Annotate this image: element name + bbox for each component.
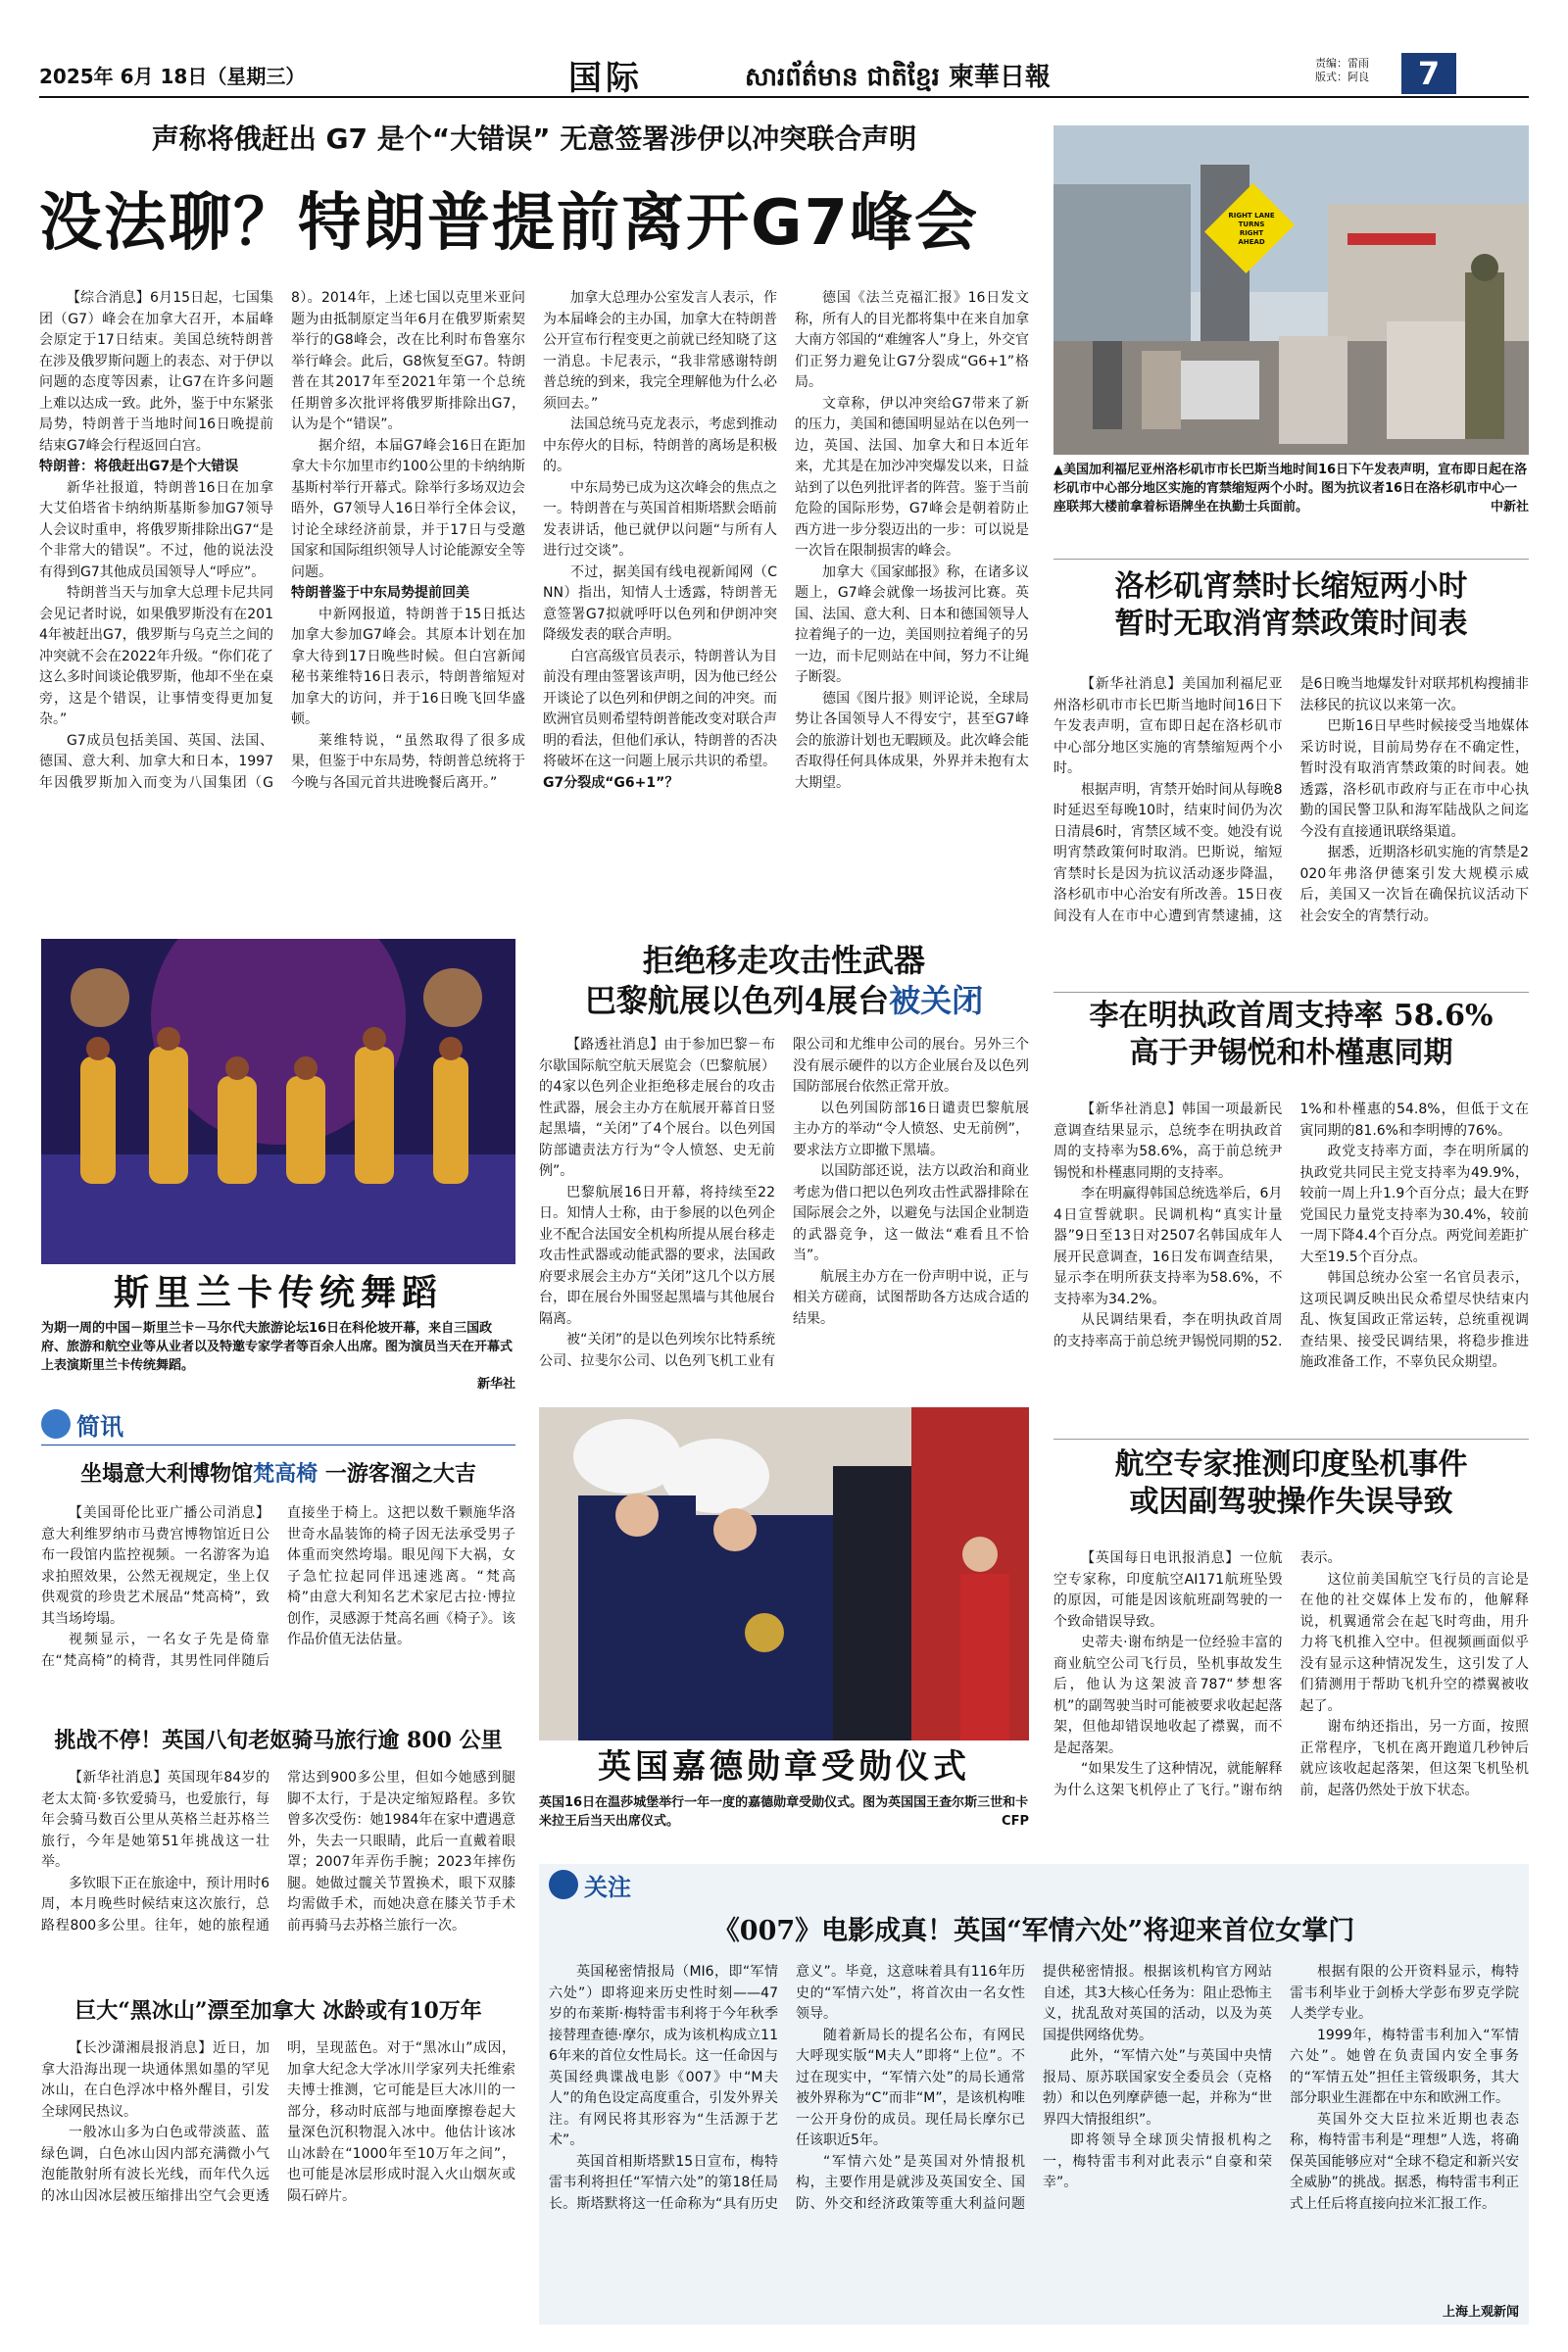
garter-caption: 英国16日在温莎城堡举行一年一度的嘉德勋章受勋仪式。图为英国国王查尔斯三世和卡米拉王后当天出席仪式。 CFP [539, 1795, 1029, 1829]
paragraph: 中新网报道，特朗普于15日抵达加拿大参加G7峰会。其原本计划在加拿大待到17日晚些时候。但白宫新闻秘书莱维特16日表示，特朗普缩短对加拿大的访问，并于16日晚飞回华盛顿。 [291, 606, 525, 727]
la-photo-caption: ▲美国加利福尼亚州洛杉矶市市长巴斯当地时间16日下午发表声明，宣布即日起在洛杉矶市中心部分地区实施的宵禁缩短两个小时。图为抗议者16日在洛杉矶市中心一座联邦大楼前拿着标语牌坐在执勤士兵面前。 中新社 [1054, 463, 1529, 514]
garter-photo [539, 1407, 1029, 1740]
focus-title: 《007》电影成真！英国“军情六处”将迎来首位女掌门 [712, 1916, 1355, 1946]
paragraph: 【长沙潇湘晨报消息】近日，加拿大沿海出现一块通体黑如墨的罕见冰山，在白色浮冰中格外醒目，引发全球网民热议。 [41, 2040, 270, 2120]
india-title: 航空专家推测印度坠机事件 或因副驾驶操作失误导致 [1114, 1447, 1468, 1520]
la-protest-photo-svg [1054, 125, 1529, 455]
paragraph: 巴斯16日早些时候接受当地媒体采访时说，目前局势存在不确定性，暂时没有取消宵禁政策的时间表。她透露，洛杉矶市政府与正在市中心执勤的国民警卫队和海军陆战队之间迄今没有直接通讯联络渠道。 [1299, 718, 1529, 840]
masthead: សារព័ត៌មាន ជាតិខ្មែរ 柬華日報 [745, 63, 1051, 92]
brief-item2-title: 挑战不停！英国八旬老妪骑马旅行逾 800 公里 [54, 1728, 503, 1753]
paragraph: 1999年，梅特雷韦利加入“军情六处”。她曾在负责国内安全事务的“军情五处”担任主管级职务，其大部分职业生涯都在中东和欧洲工作。 [1290, 2027, 1519, 2106]
paragraph: 这位前美国航空飞行员的言论是在他的社交媒体上发布的，他解释说，机翼通常会在起飞时弯曲，用升力将飞机推入空中。但视频画面似乎没有显示这种情况发生，这引发了人们猜测用于帮助飞机升空的襟翼被收起了。 [1299, 1571, 1529, 1714]
garter-photo-credit: CFP [1002, 1814, 1029, 1829]
paragraph: 此外，“军情六处”与英国中央情报局、原苏联国家安全委员会（克格勃）和以色列摩萨德一起，并称为“世界四大情报组织”。 [1043, 2048, 1272, 2128]
paragraph: 根据声明，宵禁开始时间从每晚8时延迟至每晚10时，结束时间仍为次日清晨6时，宵禁区域不变。她没有说明宵禁政策何时取消。巴斯说，缩短宵禁时长是因为抗议活动逐步降温，洛杉矶市中心治安有所改善。15日夜间没有人在市中心遭到宵禁逮捕，这是6日晚当地爆发针对联邦机构搜捕非法移民的抗议以来第一次。 [1054, 676, 1529, 924]
paris-article-body [539, 1035, 1029, 1382]
g7-article-body [39, 288, 1029, 915]
paragraph: 从民调结果看，李在明执政首周的支持率高于前总统尹锡悦同期的52.1%和朴槿惠的54.8%，但低于文在寅同期的81.6%和李明博的76%。 [1054, 1102, 1529, 1349]
la-protest-photo [1054, 125, 1529, 455]
editor-credits: 责编：雷雨 版式：阿良 [1315, 57, 1369, 83]
focus-credit: 上海上观新闻 [1442, 2305, 1519, 2320]
paragraph: 政党支持率方面，李在明所属的执政党共同民主党支持率为49.9%，较前一周上升1.9个百分点；最大在野党国民力量党支持率为30.4%，较前一周下降4.4个百分点。两党间差距扩大至19.5个百分点。 [1299, 1144, 1529, 1265]
brief-item1-body [41, 1503, 515, 1721]
paragraph: 新华社报道，特朗普16日在加拿大艾伯塔省卡纳纳斯基斯参加G7领导人会议时重申，将俄罗斯排除出G7“是个非常大的错误”。不过，他的说法没有得到G7其他成员国领导人“呼应”。 [39, 479, 273, 580]
paragraph: 法国总统马克龙表示，考虑到推动中东停火的目标，特朗普的离场是积极的。 [543, 416, 777, 474]
paragraph: 视频显示，一名女子先是倚靠在“梵高椅”的椅背，其男性同伴随后直接坐于椅上。这把以数千颗施华洛世奇水晶装饰的椅子因无法承受男子体重而突然垮塌。眼见闯下大祸，女子急忙拉起同伴迅速逃离。“梵高椅”由意大利知名艺术家尼古拉·博拉创作，灵感源于梵高名画《椅子》。该作品价值无法估量。 [41, 1505, 515, 1669]
paragraph: 【新华社消息】英国现年84岁的老太太简·多钦爱骑马，也爱旅行，每年会骑马数百公里从英格兰赶苏格兰旅行，今年是她第51年挑战这一壮举。 [41, 1770, 270, 1870]
focus-article-body [549, 1962, 1519, 2299]
section-heading: 特朗普：将俄赶出G7是个大错误 [39, 459, 239, 474]
paragraph: 白宫高级官员表示，特朗普认为目前没有理由签署该声明，因为他已经公开谈论了以色列和伊朗之间的冲突。而欧洲官员则希望特朗普能改变对联合声明的看法，但他们承认，特朗普的否决将破坏在这一问题上展示共识的希望。 [543, 648, 777, 769]
paragraph: 据介绍，本届G7峰会16日在距加拿大卡尔加里市约100公里的卡纳纳斯基斯村举行开幕式。除举行多场双边会晤外，G7领导人16日举行全体会议，讨论全球经济前景，并于17日与受邀国家和国际组织领导人讨论能源安全等问题。 [291, 437, 525, 580]
paragraph: 莱维特说，“虽然取得了很多成果，但鉴于中东局势，特朗普总统将于今晚与各国元首共进晚餐后离开。” [291, 732, 525, 791]
brief-item1-title: 坐塌意大利博物馆梵高椅 一游客溜之大吉 [80, 1461, 476, 1487]
section-heading: 特朗普鉴于中东局势提前回美 [291, 585, 469, 601]
dance-photo [41, 939, 515, 1264]
g7-title: 没法聊？特朗普提前离开G7峰会 [39, 187, 980, 255]
paragraph: “军情六处”是英国对外情报机构，主要作用是就涉及英国安全、国防、外交和经济政策等重大利益问题提供秘密情报。根据该机构官方网站自述，其3大核心任务为：阻止恐怖主义，扰乱敌对英国的活动，以及为英国提供网络优势。 [796, 1964, 1272, 2212]
paragraph: 【路透社消息】由于参加巴黎－布尔歇国际航空航天展览会（巴黎航展）的4家以色列企业拒绝移走展台的攻击性武器，展会主办方在航展开幕首日竖起黑墙，“关闭”了4个展台。以色列国防部谴责法方行为“令人愤怒、史无前例”。 [539, 1037, 775, 1179]
page-number: 7 [1401, 53, 1456, 94]
g7-subtitle: 声称将俄赶出 G7 是个“大错误” 无意签署涉伊以冲突联合声明 [151, 122, 917, 155]
paragraph: 根据有限的公开资料显示，梅特雷韦利毕业于剑桥大学彭布罗克学院人类学专业。 [1290, 1964, 1519, 2022]
paragraph: 【新华社消息】美国加利福尼亚州洛杉矶市市长巴斯当地时间16日下午发表声明，宣布即日起在洛杉矶市中心部分地区实施的宵禁缩短两个小时。 [1054, 676, 1283, 776]
paragraph: 中东局势已成为这次峰会的焦点之一。特朗普在与英国首相斯塔默会晤前发表讲话，他已就伊以问题“与所有人进行过交谈”。 [543, 479, 777, 559]
paris-title: 拒绝移走攻击性武器 巴黎航展以色列4展台被关闭 [584, 942, 984, 1019]
la-title: 洛杉矶宵禁时长缩短两小时 暂时无取消宵禁政策时间表 [1114, 569, 1468, 642]
dance-photo-credit: 新华社 [476, 1377, 515, 1392]
dance-title: 斯里兰卡传统舞蹈 [113, 1272, 443, 1313]
paragraph: 谢布纳还指出，另一方面，按照正常程序，飞机在离开跑道几秒钟后就应该收起起落架，但这架飞机坠机前，起落仍然处于放下状态。 [1299, 1719, 1529, 1798]
paragraph: 文章称，伊以冲突给G7带来了新的压力，美国和德国明显站在以色列一边，英国、法国、加拿大和日本近年来，尤其是在加沙冲突爆发以来，日益站到了以色列批评者的阵营。鉴于当前危险的国际形势，G7峰会是朝着防止西方进一步分裂迈出的一步：可以说是一次旨在限制损害的峰会。 [795, 395, 1029, 559]
eye-icon [549, 1870, 578, 1899]
paragraph: “如果发生了这种情况，就能解释为什么这架飞机停止了飞行。”谢布纳表示。 [1054, 1550, 1342, 1798]
paragraph: 以色列国防部16日谴责巴黎航展主办方的举动“令人愤怒、史无前例”，要求法方立即撤下黑墙。 [793, 1100, 1029, 1158]
dance-caption: 为期一周的中国－斯里兰卡－马尔代夫旅游论坛16日在科伦坡开幕，来自三国政府、旅游和航空业等从业者以及特邀专家学者等百余人出席。图为演员当天在开幕式上表演斯里兰卡传统舞蹈。 新华社 [41, 1321, 515, 1392]
india-article-body [1054, 1548, 1529, 1838]
la-article-body [1054, 674, 1529, 986]
paragraph: 【综合消息】6月15日起，七国集团（G7）峰会在加拿大召开，本届峰会原定于17日结束。美国总统特朗普在涉及俄罗斯问题上的表态、对于伊以问题的态度等因素，让G7在许多问题上难以达成一致。此外，鉴于中东紧张局势，特朗普于当地时间16日晚提前结束G7峰会行程返回白宫。 [39, 290, 273, 454]
paragraph: 英国秘密情报局（MI6，即“军情六处”）即将迎来历史性时刻——47岁的布莱斯·梅特雷韦利将于今年秋季接替理查德·摩尔，成为该机构成立116年来的首位女性局长。这一任命因与英国经典谍战电影《007》中“M夫人”的角色设定高度重合，引发外界关注。有网民将其形容为“生活源于艺术”。 [549, 1964, 778, 2148]
paragraph: 德国《图片报》则评论说，全球局势让各国领导人不得安宁，甚至G7峰会的旅游计划也无暇顾及。此次峰会能否取得任何具体成果，外界并未抱有太大期望。 [795, 690, 1029, 791]
la-photo-credit: 中新社 [1490, 500, 1529, 514]
brief-label: 简讯 [41, 1407, 515, 1441]
paragraph: 航展主办方在一份声明中说，正与相关方磋商，试图帮助各方达成合适的结果。 [793, 1268, 1029, 1327]
brief-item3-body [41, 2038, 515, 2317]
paragraph: 巴黎航展16日开幕，将持续至22日。知情人士称，由于参展的以色列企业不配合法国安全机构所提从展台移走攻击性武器或动能武器的要求，法国政府要求展会主办方“关闭”这几个以方展台，即在展台外围竖起黑墙与其他展台隔离。 [539, 1184, 775, 1327]
brief-item3-title: 巨大“黑冰山”漂至加拿大 冰龄或有10万年 [74, 1998, 482, 2024]
focus-label: 关注 [549, 1868, 843, 1901]
section-title: 国际 [568, 59, 643, 98]
paragraph: 加拿大《国家邮报》称，在诸多议题上，G7峰会就像一场拔河比赛。英国、法国、意大利、日本和德国领导人拉着绳子的一边，美国则拉着绳子的另一边，而卡尼则站在中间，努力不让绳子断裂。 [795, 564, 1029, 685]
paragraph: 【新华社消息】韩国一项最新民意调查结果显示，总统李在明执政首周的支持率为58.6%，高于前总统尹锡悦和朴槿惠同期的支持率。 [1054, 1102, 1283, 1181]
garter-title: 英国嘉德勋章受勋仪式 [598, 1747, 970, 1787]
paragraph: 被“关闭”的是以色列埃尔比特系统公司、拉斐尔公司、以色列飞机工业有限公司和尤维申公司的展台。另外三个没有展示硬件的以方企业展台及以色列国防部展台依然正常开放。 [539, 1037, 1029, 1369]
paragraph: 韩国总统办公室一名官员表示，这项民调反映出民众希望尽快结束内乱、恢复国政正常运转，总统重视调查结果、接受民调结果，将稳步推进施政准备工作，不辜负民众期望。 [1299, 1270, 1529, 1370]
korea-title: 李在明执政首周支持率 58.6% 高于尹锡悦和朴槿惠同期 [1089, 999, 1494, 1071]
issue-date: 2025年 6月 18日（星期三） [39, 65, 306, 88]
paragraph: 【美国哥伦比亚广播公司消息】意大利维罗纳市马费宫博物馆近日公布一段馆内监控视频。一名游客为追求拍照效果，公然无视规定，坐上仅供观赏的珍贵艺术展品“梵高椅”，致其当场垮塌。 [41, 1505, 270, 1627]
paragraph: 一般冰山多为白色或带淡蓝、蓝绿色调，白色冰山因内部充满微小气泡能散射所有波长光线，而年代久远的冰山因冰层被压缩排出空气会更透明，呈现蓝色。对于“黑冰山”成因，加拿大纪念大学冰川学家列夫托维索夫博士推测，它可能是巨大冰川的一部分，移动时底部与地面摩擦卷起大量深色沉积物混入冰中。他估计该冰山冰龄在“1000年至10万年之间”，也可能是冰层形成时混入火山烟灰或陨石碎片。 [41, 2040, 515, 2204]
paragraph: 德国《法兰克福汇报》16日发文称，所有人的目光都将集中在来自加拿大南方邻国的“难缠客人”身上，外交官们正努力避免让G7分裂成“G6+1”格局。 [795, 290, 1029, 390]
paragraph: 英国外交大臣拉米近期也表态称，梅特雷韦利是“理想”人选，将确保英国能够应对“全球不稳定和新兴安全威胁”的挑战。据悉，梅特雷韦利正式上任后将直接向拉米汇报工作。 [1290, 2111, 1519, 2212]
paragraph: 不过，据美国有线电视新闻网（CNN）指出，知情人士透露，特朗普无意签署G7拟就呼吁以色列和伊朗冲突降级发表的联合声明。 [543, 564, 777, 643]
paragraph: 即将领导全球顶尖情报机构之一，梅特雷韦利对此表示“自豪和荣幸”。 [1043, 2132, 1272, 2190]
brief-item2-body [41, 1768, 515, 1991]
paragraph: 加拿大总理办公室发言人表示，作为本届峰会的主办国，加拿大在特朗普公开宣布行程变更之前就已经知晓了这一消息。卡尼表示，“我非常感谢特朗普总统的到来，我完全理解他为什么必须回去。” [543, 290, 777, 412]
paragraph: 据悉，近期洛杉矶实施的宵禁是2020年弗洛伊德案引发大规模示威后，美国又一次旨在确保抗议活动下社会安全的宵禁行动。 [1299, 845, 1529, 924]
paragraph: 多钦眼下正在旅途中，预计用时6周，本月晚些时候结束这次旅行，总路程800多公里。往年，她的旅程通常达到900多公里，但如今她感到腿脚不太行，于是决定缩短路程。多钦曾多次受伤：她1984年在家中遭遇意外，失去一只眼睛，此后一直戴着眼罩；2007年弄伤手腕；2023年摔伤腿。她做过髋关节置换术，眼下双膝均需做手术，而她决意在膝关节手术前再骑马去苏格兰旅行一次。 [41, 1770, 515, 1934]
paragraph: 李在明赢得韩国总统选举后，6月4日宣誓就职。民调机构“真实计量器”9日至13日对2507名韩国成年人展开民意调查，16日发布调查结果，显示李在明所获支持率为58.6%，不支持率为34.2%。 [1054, 1186, 1283, 1307]
paragraph: G7成员包括美国、英国、法国、德国、意大利、加拿大和日本，1997年因俄罗斯加入而变为八国集团（G8）。2014年，上述七国以克里米亚问题为由抵制原定当年6月在俄罗斯索契举行的G8峰会，改在比利时布鲁塞尔举行峰会。此后，G8恢复至G7。特朗普在其2017年至2021年第一个总统任期曾多次批评将俄罗斯排除出G7，认为是个“错误”。 [39, 290, 525, 791]
section-heading: G7分裂成“G6+1”？ [543, 774, 679, 791]
paragraph: 史蒂夫·谢布纳是一位经验丰富的商业航空公司飞行员，坠机事故发生后，他认为这架波音787“梦想客机”的副驾驶当时可能被要求收起起落架，但他却错误地收起了襟翼，而不是起落架。 [1054, 1635, 1283, 1756]
globe-icon [41, 1409, 71, 1439]
paragraph: 【英国每日电讯报消息】一位航空专家称，印度航空AI171航班坠毁的原因，可能是因该航班副驾驶的一个致命错误导致。 [1054, 1550, 1283, 1630]
korea-article-body [1054, 1100, 1529, 1433]
paragraph: 以国防部还说，法方以政治和商业考虑为借口把以色列攻击性武器排除在国际展会之外，以避免与法国企业制造的武器竞争，这一做法“难看且不恰当”。 [793, 1163, 1029, 1263]
paragraph: 特朗普当天与加拿大总理卡尼共同会见记者时说，如果俄罗斯没有在2014年被赶出G7，俄罗斯与乌克兰之间的冲突就不会在2022年升级。“你们花了这么多时间谈论俄罗斯，他却不坐在桌旁，这是个错误，让事情变得更加复杂。” [39, 585, 273, 727]
paragraph: 英国首相斯塔默15日宣布，梅特雷韦利将担任“军情六处”的第18任局长。斯塔默将这一任命称为“具有历史意义”。毕竟，这意味着具有116年历史的“军情六处”，将首次由一名女性领导。 [549, 1964, 1025, 2212]
road-sign-text: RIGHT LANE TURNS RIGHT AHEAD [1228, 212, 1275, 246]
paragraph: 随着新局长的提名公布，有网民大呼现实版“M夫人”即将“上位”。不过在现实中，“军情六处”的局长通常被外界称为“C”而非“M”，是该机构唯一公开身份的成员。现任局长摩尔已任该职近5年。 [796, 2027, 1025, 2148]
